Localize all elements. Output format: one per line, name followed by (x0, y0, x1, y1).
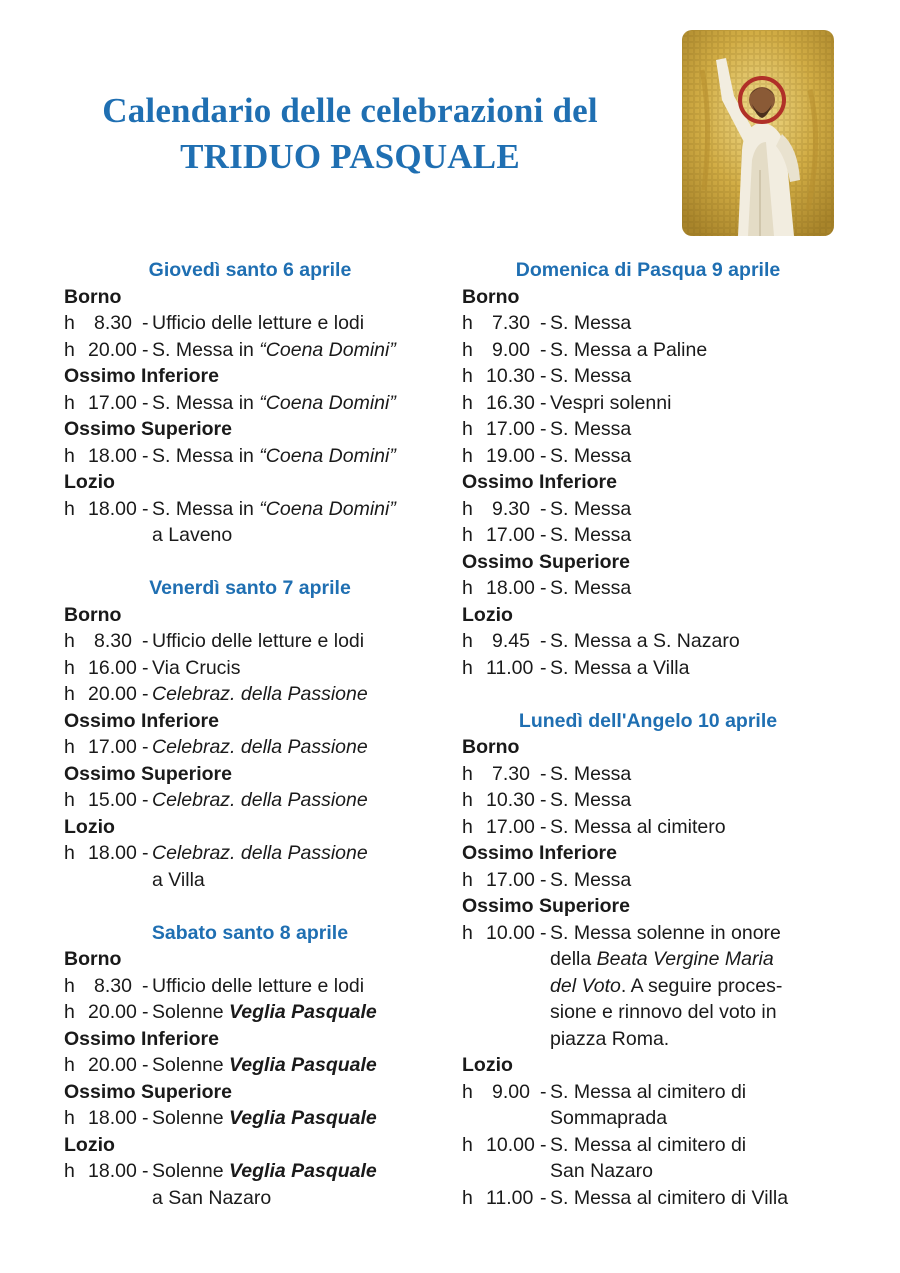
place-name: Borno (462, 285, 520, 308)
day-block-domenica (462, 257, 882, 681)
place-name: Ossimo Superiore (64, 1080, 232, 1103)
schedule-row: h 8.30 - Ufficio delle letture e lodi (64, 630, 365, 652)
place-name: Ossimo Inferiore (64, 709, 219, 732)
schedule-row: h 7.30 - S. Messa (462, 312, 632, 334)
schedule-row: h 16.30 - Vespri solenni (462, 391, 672, 414)
page-title (40, 88, 660, 180)
place-name: Borno (64, 285, 122, 308)
place-name: Lozio (462, 603, 513, 626)
schedule-row: h 18.00 - S. Messa in “Coena Domini” (64, 497, 396, 520)
schedule-row: h 10.30 - S. Messa (462, 365, 632, 387)
schedule-row: h 18.00 - Solenne Veglia Pasquale (64, 1160, 377, 1182)
schedule-row: h 9.45 - S. Messa a S. Nazaro (462, 630, 740, 652)
schedule-row: h 20.00 - Celebraz. della Passione (64, 683, 368, 705)
title-line-2: TRIDUO PASQUALE (180, 137, 520, 176)
schedule-row: h 17.00 - S. Messa in “Coena Domini” (64, 391, 396, 414)
schedule-continuation: a Villa (152, 868, 205, 891)
schedule-row: h 18.00 - Celebraz. della Passione (64, 842, 368, 864)
place-name: Lozio (462, 1054, 513, 1076)
place-name: Ossimo Inferiore (462, 842, 617, 864)
day-heading: Lunedì dell'Angelo 10 aprile (518, 709, 778, 732)
place-name: Borno (462, 736, 520, 758)
schedule-row: h 7.30 - S. Messa (462, 762, 632, 785)
schedule-row: h 17.00 - S. Messa (462, 418, 632, 440)
place-name: Borno (64, 603, 122, 626)
day-heading: Sabato santo 8 aprile (151, 921, 349, 944)
schedule-row: h 20.00 - S. Messa in “Coena Domini” (64, 338, 396, 361)
schedule-row: h 16.00 - Via Crucis (64, 656, 241, 679)
schedule-row: h 8.30 - Ufficio delle letture e lodi (64, 974, 365, 997)
right-column (462, 257, 882, 1211)
schedule-row: h 17.00 - S. Messa (462, 524, 632, 546)
schedule-row: h 17.00 - Celebraz. della Passione (64, 736, 368, 758)
place-name: Ossimo Inferiore (64, 1027, 219, 1050)
schedule-row: h 17.00 - S. Messa al cimitero (462, 815, 726, 838)
day-block-giovedi (64, 257, 444, 549)
schedule-row: h 9.00 - S. Messa a Paline (462, 338, 708, 361)
schedule-row: h 10.00 - S. Messa solenne in onore (462, 921, 781, 944)
schedule-row: h 9.30 - S. Messa (462, 497, 632, 520)
day-heading: Venerdì santo 7 aprile (149, 577, 351, 599)
schedule-row: h 11.00 - S. Messa al cimitero di Villa (462, 1186, 789, 1209)
schedule-row: h 20.00 - Solenne Veglia Pasquale (64, 1054, 377, 1076)
place-name: Lozio (64, 1133, 115, 1156)
schedule-row: h 8.30 - Ufficio delle letture e lodi (64, 312, 365, 334)
schedule-row: h 20.00 - Solenne Veglia Pasquale (64, 1001, 377, 1023)
schedule-continuation: a Laveno (152, 524, 233, 546)
schedule-row: h 10.30 - S. Messa (462, 789, 632, 811)
schedule-continuation: Sommaprada (550, 1107, 668, 1129)
schedule-row: h 11.00 - S. Messa a Villa (462, 656, 690, 679)
day-heading: Giovedì santo 6 aprile (148, 259, 352, 281)
schedule-row: h 19.00 - S. Messa (462, 444, 632, 467)
day-block-sabato (64, 920, 444, 1212)
place-name: Lozio (64, 471, 115, 493)
day-block-lunedi (462, 708, 882, 1212)
left-column (64, 257, 444, 1211)
schedule-continuation: della Beata Vergine Maria (550, 948, 774, 970)
schedule-continuation: del Voto. A seguire proces- (550, 974, 783, 997)
schedule-continuation: a San Nazaro (152, 1186, 272, 1209)
risen-christ-mosaic-icon (682, 30, 834, 236)
schedule-row: h 18.00 - S. Messa in “Coena Domini” (64, 444, 396, 467)
schedule-continuation: sione e rinnovo del voto in (550, 1001, 777, 1023)
place-name: Ossimo Superiore (462, 895, 630, 917)
schedule-continuation: piazza Roma. (550, 1027, 670, 1050)
day-heading: Domenica di Pasqua 9 aprile (515, 259, 781, 281)
schedule-continuation: San Nazaro (550, 1160, 653, 1182)
schedule-row: h 18.00 - Solenne Veglia Pasquale (64, 1107, 377, 1129)
place-name: Ossimo Inferiore (64, 365, 219, 387)
schedule-row: h 9.00 - S. Messa al cimitero di (462, 1080, 747, 1103)
place-name: Ossimo Superiore (64, 418, 232, 440)
place-name: Lozio (64, 815, 115, 838)
schedule-row: h 17.00 - S. Messa (462, 868, 632, 891)
day-block-venerdi (64, 575, 444, 893)
place-name: Ossimo Inferiore (462, 471, 617, 493)
place-name: Borno (64, 948, 122, 970)
schedule-row: h 15.00 - Celebraz. della Passione (64, 789, 368, 811)
schedule-row: h 10.00 - S. Messa al cimitero di (462, 1133, 747, 1156)
place-name: Ossimo Superiore (64, 762, 232, 785)
place-name: Ossimo Superiore (462, 550, 630, 573)
title-line-1: Calendario delle celebrazioni del (102, 91, 598, 130)
schedule-row: h 18.00 - S. Messa (462, 577, 632, 599)
